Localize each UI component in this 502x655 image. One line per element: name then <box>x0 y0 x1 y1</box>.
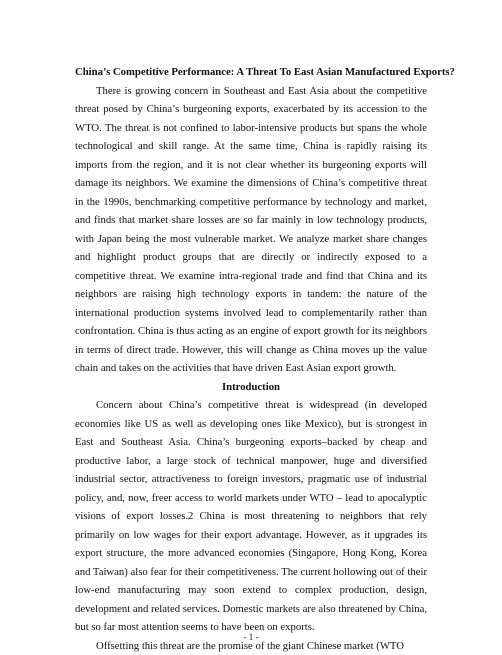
page-content <box>75 63 427 655</box>
document-title: China’s Competitive Performance: A Threat To East Asian Manufactured Exports? <box>75 63 427 82</box>
section-heading: Introduction <box>75 378 427 397</box>
abstract-paragraph: There is growing concern in Southeast and East Asia about the competitive threat posed by China’s burgeoning exports, exacerbated by its accession to the WTO. The threat is not confined to labor-intensive products but spans the whole technological and skill range. At the same time, China is rapidly raising its imports from the region, and it is not clear whether its burgeoning exports will damage its neighbors. We examine the dimensions of China’s competitive threat in the 1990s, benchmarking competitive performance by technology and market, and finds that market share losses are so far mainly in low technology products, with Japan being the most vulnerable market. We analyze market share changes and highlight product groups that are directly or indirectly exposed to a competitive threat. We examine intra-regional trade and find that China and its neighbors are raising high technology exports in tandem: the nature of the international production systems involved lead to complementarily rather than confrontation. China is thus acting as an engine of export growth for its neighbors in terms of direct trade. However, this will change as China moves up the value chain and takes on the activities that have driven East Asian export growth. <box>75 82 427 378</box>
intro-paragraph: Concern about China’s competitive threat is widespread (in developed economies like US as well as developing ones like Mexico), but is strongest in East and Southeast Asia. China’s burgeoning exports–backed by cheap and productive labor, a large stock of technical manpower, huge and diversified industrial sector, attractiveness to foreign investors, pragmatic use of industrial policy, and, now, freer access to world markets under WTO – lead to apocalyptic visions of export losses.2 China is most threatening to neighbors that rely primarily on low wages for their export advantage. However, as it upgrades its export structure, the more advanced economies (Singapore, Hong Kong, Korea and Taiwan) also fear for their competitiveness. The current hollowing out of their low-end manufacturing may soon extend to complex production, design, development and related services. Domestic markets are also threatened by China, but so far most attention seems to have been on exports. <box>75 396 427 637</box>
intro-paragraph-continued: Offsetting this threat are the promise of the giant Chinese market (WTO <box>75 637 427 655</box>
page-number: - 1 - <box>0 631 502 643</box>
